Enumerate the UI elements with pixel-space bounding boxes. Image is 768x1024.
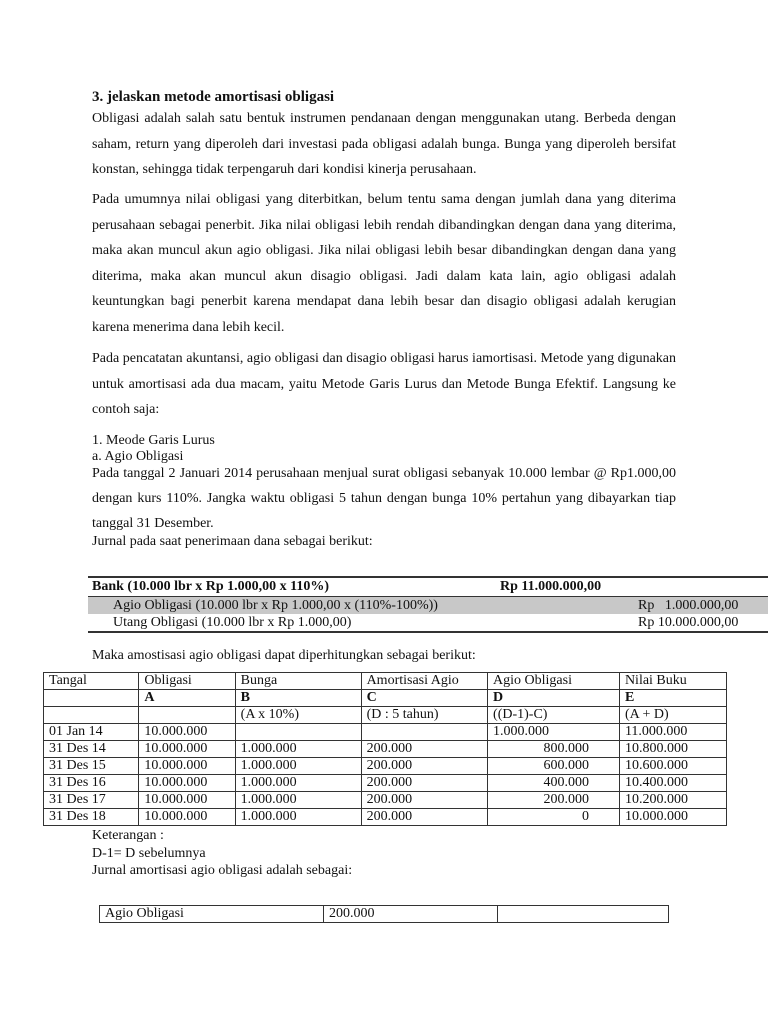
table-cell: 31 Des 14 xyxy=(44,741,139,758)
table-cell: 10.000.000 xyxy=(139,792,235,809)
table-row xyxy=(88,614,768,632)
table-cell: 10.000.000 xyxy=(139,724,235,741)
paragraph-1: Obligasi adalah salah satu bentuk instrumen pendanaan dengan menggunakan utang. Berbeda dengan saham, return yang diperoleh dari investasi pada obligasi adalah bunga. Bunga yang diperoleh bersifat konstan, sehingga tidak terpengaruh dari kondisi kinerja perusahaan. xyxy=(92,111,676,177)
paragraph-amort-journal: Jurnal amortisasi agio obligasi adalah sebagai: xyxy=(92,863,353,878)
table-cell: 1.000.000 xyxy=(235,758,361,775)
table-cell: 1.000.000 xyxy=(235,775,361,792)
table-cell: 200.000 xyxy=(361,758,487,775)
table-cell: Bunga xyxy=(235,673,361,690)
table-cell: Tangal xyxy=(44,673,139,690)
table-cell xyxy=(44,690,139,707)
credit-cell: Rp 1.000.000,00 xyxy=(634,597,768,615)
table-cell: C xyxy=(361,690,487,707)
table-cell: 200.000 xyxy=(361,809,487,826)
table-row xyxy=(44,690,727,707)
table-cell: 01 Jan 14 xyxy=(44,724,139,741)
table-cell: 10.000.000 xyxy=(139,758,235,775)
credit-cell: Rp 10.000.000,00 xyxy=(638,614,739,630)
table-cell: E xyxy=(619,690,726,707)
amortization-journal-table xyxy=(99,905,669,923)
table-row xyxy=(44,792,727,809)
table-row xyxy=(44,809,727,826)
table-cell: 10.400.000 xyxy=(619,775,726,792)
table-cell: 10.000.000 xyxy=(139,809,235,826)
paragraph-example: Pada tanggal 2 Januari 2014 perusahaan menjual surat obligasi sebanyak 10.000 lembar @ Rp1.000,00 dengan kurs 110%. Jangka waktu obligasi 5 tahun dengan bunga 10% pertahun yang dibayarkan tiap tanggal 31 Desember. xyxy=(92,466,676,531)
table-cell: A xyxy=(139,690,235,707)
table-cell: 10.000.000 xyxy=(139,775,235,792)
table-row xyxy=(88,577,768,597)
table-cell: 1.000.000 xyxy=(235,792,361,809)
account-cell: Utang Obligasi (10.000 lbr x Rp 1.000,00) xyxy=(113,614,352,630)
table-cell: 11.000.000 xyxy=(619,724,726,741)
account-cell: Agio Obligasi (10.000 lbr x Rp 1.000,00 x (110%-100%)) xyxy=(88,597,496,615)
table-row xyxy=(44,775,727,792)
note-text: D-1= D sebelumnya xyxy=(92,846,206,861)
table-row xyxy=(44,673,727,690)
paragraph-amort-intro: Maka amostisasi agio obligasi dapat diperhitungkan sebagai berikut: xyxy=(92,648,476,663)
table-cell: B xyxy=(235,690,361,707)
table-cell: 200.000 xyxy=(488,792,620,809)
table-cell: D xyxy=(488,690,620,707)
table-cell: 600.000 xyxy=(488,758,620,775)
table-cell: 31 Des 15 xyxy=(44,758,139,775)
table-cell: 400.000 xyxy=(488,775,620,792)
paragraph-jurnal-intro: Jurnal pada saat penerimaan dana sebagai berikut: xyxy=(92,534,373,549)
table-cell xyxy=(235,724,361,741)
table-cell xyxy=(361,724,487,741)
table-row xyxy=(88,597,768,615)
table-cell: (D : 5 tahun) xyxy=(361,707,487,724)
credit-cell xyxy=(634,577,768,597)
table-cell: 10.000.000 xyxy=(619,809,726,826)
table-cell: Agio Obligasi xyxy=(488,673,620,690)
table-row xyxy=(44,724,727,741)
table-cell xyxy=(44,707,139,724)
credit-cell xyxy=(498,906,669,923)
table-cell: 31 Des 18 xyxy=(44,809,139,826)
table-cell: 200.000 xyxy=(361,775,487,792)
amortization-table xyxy=(43,672,727,826)
table-cell: 31 Des 16 xyxy=(44,775,139,792)
table-cell: 10.000.000 xyxy=(139,741,235,758)
paragraph-3: Pada pencatatan akuntansi, agio obligasi dan disagio obligasi harus iamortisasi. Metode yang digunakan untuk amortisasi ada dua macam, yaitu Metode Garis Lurus dan Metode Bunga Efektif. Langsung ke contoh saja: xyxy=(92,351,676,417)
table-cell: 800.000 xyxy=(488,741,620,758)
table-cell: 200.000 xyxy=(361,792,487,809)
section-title: 3. jelaskan metode amortisasi obligasi xyxy=(92,89,335,105)
list-item-agio: a. Agio Obligasi xyxy=(92,449,184,464)
table-cell: Obligasi xyxy=(139,673,235,690)
table-cell: 31 Des 17 xyxy=(44,792,139,809)
account-cell: Agio Obligasi xyxy=(100,906,324,923)
account-cell: Bank (10.000 lbr x Rp 1.000,00 x 110%) xyxy=(88,577,496,597)
table-cell: 10.200.000 xyxy=(619,792,726,809)
table-cell: Nilai Buku xyxy=(619,673,726,690)
table-cell: 1.000.000 xyxy=(235,809,361,826)
debit-cell: 200.000 xyxy=(324,906,498,923)
list-item-method: 1. Meode Garis Lurus xyxy=(92,433,215,448)
table-row xyxy=(44,741,727,758)
table-row xyxy=(44,758,727,775)
table-row xyxy=(44,707,727,724)
table-cell: 1.000.000 xyxy=(488,724,620,741)
note-label: Keterangan : xyxy=(92,828,164,843)
table-cell: 0 xyxy=(488,809,620,826)
paragraph-2: Pada umumnya nilai obligasi yang diterbitkan, belum tentu sama dengan jumlah dana yang diterima perusahaan sebagai penerbit. Jika nilai obligasi lebih rendah dibandingkan dengan dana yang diterima, maka akan muncul akun agio obligasi. Jika nilai obligasi lebih besar dibandingkan dengan dana yang diterima, maka akan muncul akun disagio obligasi. Jadi dalam kata lain, agio obligasi adalah keuntungkan bagi penerbit karena mendapat dana lebih besar dan disagio obligasi adalah kerugian karena menerima dana lebih kecil. xyxy=(92,192,676,335)
table-cell xyxy=(139,707,235,724)
table-cell: Amortisasi Agio xyxy=(361,673,487,690)
journal-entry-table xyxy=(88,576,768,633)
table-cell: 200.000 xyxy=(361,741,487,758)
table-cell: ((D-1)-C) xyxy=(488,707,620,724)
table-cell: (A + D) xyxy=(619,707,726,724)
debit-cell xyxy=(496,597,634,615)
table-cell: 1.000.000 xyxy=(235,741,361,758)
table-cell: 10.600.000 xyxy=(619,758,726,775)
table-row xyxy=(100,906,669,923)
table-cell: (A x 10%) xyxy=(235,707,361,724)
debit-cell xyxy=(496,614,634,632)
table-cell: 10.800.000 xyxy=(619,741,726,758)
debit-cell: Rp 11.000.000,00 xyxy=(496,577,634,597)
